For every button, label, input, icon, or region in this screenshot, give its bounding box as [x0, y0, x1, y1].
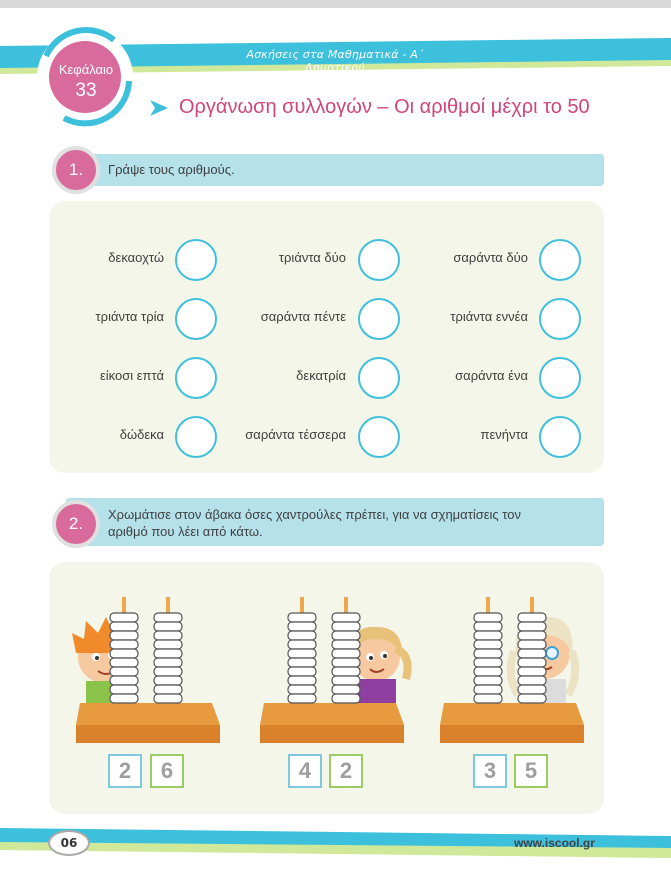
word-item: τριάντα εννέα: [450, 309, 528, 324]
arrow-icon: [150, 100, 168, 116]
task1-instruction: Γράψε τους αριθμούς.: [108, 162, 235, 177]
answer-circle[interactable]: [358, 357, 400, 399]
answer-circle[interactable]: [539, 357, 581, 399]
answer-circle[interactable]: [539, 416, 581, 458]
answer-circle[interactable]: [539, 239, 581, 281]
word-item: σαράντα δύο: [453, 250, 528, 265]
answer-circle[interactable]: [175, 239, 217, 281]
header-subtitle: Ασκήσεις στα Μαθηματικά - Α΄ Δημοτικού: [246, 48, 424, 74]
badge-number: 33: [75, 80, 97, 101]
page-number: 06: [48, 830, 90, 856]
task1-number: 1.: [52, 146, 100, 194]
word-item: σαράντα τέσσερα: [245, 427, 346, 442]
word-item: σαράντα ένα: [455, 368, 528, 383]
top-border: [0, 0, 671, 8]
task2-number: 2.: [52, 500, 100, 548]
tens-box: 4: [288, 754, 322, 788]
word-item: τριάντα δύο: [278, 250, 346, 265]
word-item: πενήντα: [480, 427, 528, 442]
task2-instruction-line2: αριθμό που λέει από κάτω.: [108, 524, 263, 539]
answer-circle[interactable]: [358, 298, 400, 340]
units-box: 2: [329, 754, 363, 788]
abacus-3[interactable]: [426, 595, 596, 750]
word-item: είκοσι επτά: [99, 368, 164, 383]
abacus-1[interactable]: [62, 595, 232, 750]
task2-instruction-line1: Χρωμάτισε στον άβακα όσες χαντρούλες πρέπει, για να σχηματίσεις τον: [108, 507, 521, 522]
answer-circle[interactable]: [175, 416, 217, 458]
answer-circle[interactable]: [175, 298, 217, 340]
answer-circle[interactable]: [539, 298, 581, 340]
answer-circle[interactable]: [358, 416, 400, 458]
units-box: 6: [150, 754, 184, 788]
word-item: τριάντα τρία: [95, 309, 164, 324]
word-item: δεκαοχτώ: [108, 250, 164, 265]
chapter-title: Οργάνωση συλλογών – Οι αριθμοί μέχρι το 50: [179, 96, 590, 118]
word-item: δώδεκα: [119, 427, 164, 442]
chapter-badge: [34, 26, 136, 128]
badge-label: Κεφάλαιο: [58, 62, 114, 77]
tens-box: 2: [108, 754, 142, 788]
answer-circle[interactable]: [358, 239, 400, 281]
tens-box: 3: [473, 754, 507, 788]
units-box: 5: [514, 754, 548, 788]
abacus-2[interactable]: [246, 595, 416, 750]
answer-circle[interactable]: [175, 357, 217, 399]
site-url: www.iscool.gr: [514, 836, 595, 850]
word-item: δεκατρία: [296, 368, 346, 383]
word-item: σαράντα πέντε: [260, 309, 346, 324]
